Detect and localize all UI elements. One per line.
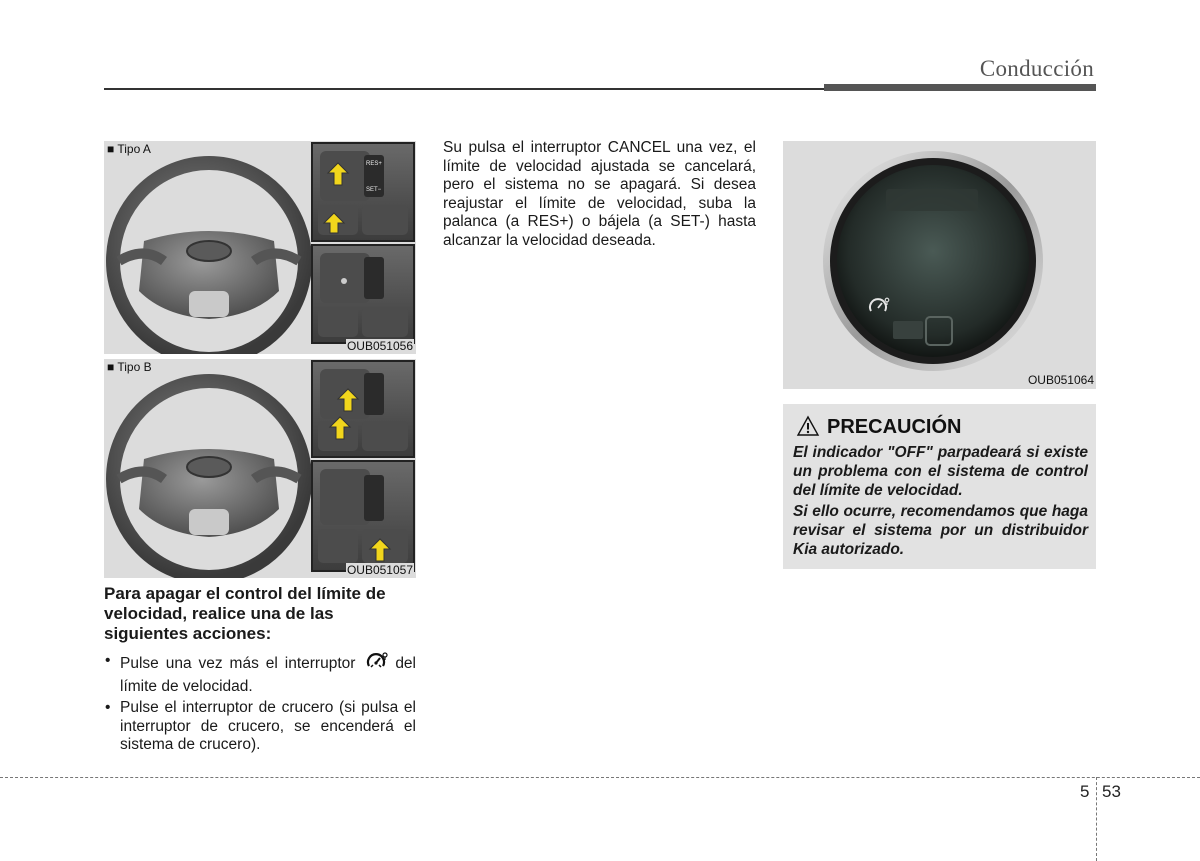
instrument-cluster-illustration bbox=[783, 141, 1096, 389]
caution-paragraph: Si ello ocurre, recomendamos que haga revisar el sistema por un distribuidor Kia autorizado. bbox=[793, 503, 1088, 558]
section-title: Conducción bbox=[979, 56, 1094, 81]
footer-vertical-divider bbox=[1096, 777, 1097, 861]
caution-title: PRECAUCIÓN bbox=[827, 416, 962, 438]
res-label: RES+ bbox=[366, 161, 382, 167]
header-rule-accent bbox=[824, 84, 1096, 91]
figure-a-code: OUB051056 bbox=[346, 339, 413, 353]
figure-instrument-cluster bbox=[783, 141, 1096, 389]
set-label: SET− bbox=[366, 187, 382, 193]
list-item bbox=[104, 652, 416, 696]
figure-steering-type-a bbox=[104, 141, 416, 354]
turn-off-heading: Para apagar el control del límite de velocidad, realice una de las siguientes acciones: bbox=[104, 584, 386, 643]
warning-triangle-icon bbox=[796, 415, 820, 442]
figure-b-label: ■ Tipo B bbox=[107, 360, 152, 374]
figure-a-label: ■ Tipo A bbox=[107, 142, 151, 156]
bullet-1-tail: del límite de velocidad. bbox=[120, 655, 416, 695]
header-rule bbox=[104, 88, 824, 90]
figure-steering-type-b bbox=[104, 359, 416, 578]
figure-b-code: OUB051057 bbox=[346, 563, 413, 577]
speed-limiter-icon bbox=[366, 652, 388, 678]
footer-divider bbox=[0, 777, 1200, 778]
caution-paragraph: El indicador "OFF" parpadeará si existe un problema con el sistema de control del límite de velocidad. bbox=[793, 444, 1088, 499]
bullet-1-text: Pulse una vez más el interruptor bbox=[120, 655, 356, 672]
steering-wheel-illustration bbox=[104, 359, 416, 578]
cancel-instructions-paragraph: Su pulsa el interruptor CANCEL una vez, el límite de velocidad ajustada se cancelará, pero el sistema no se apagará. Si desea reajustar el límite de velocidad, suba la palanca (a RES+) o bájela (a SET-) hasta alcanzar la velocidad deseada. bbox=[443, 139, 756, 249]
caution-box bbox=[783, 404, 1096, 569]
chapter-number: 5 bbox=[1080, 782, 1090, 801]
steering-wheel-illustration bbox=[104, 141, 416, 354]
caution-body bbox=[793, 443, 1088, 561]
figure-c-code: OUB051064 bbox=[1027, 373, 1094, 387]
turn-off-list bbox=[104, 652, 416, 758]
list-item: • Pulse el interruptor de crucero (si pulsa el interruptor de crucero, se encenderá el sistema de crucero). bbox=[104, 699, 416, 755]
page-number: 53 bbox=[1102, 782, 1121, 801]
